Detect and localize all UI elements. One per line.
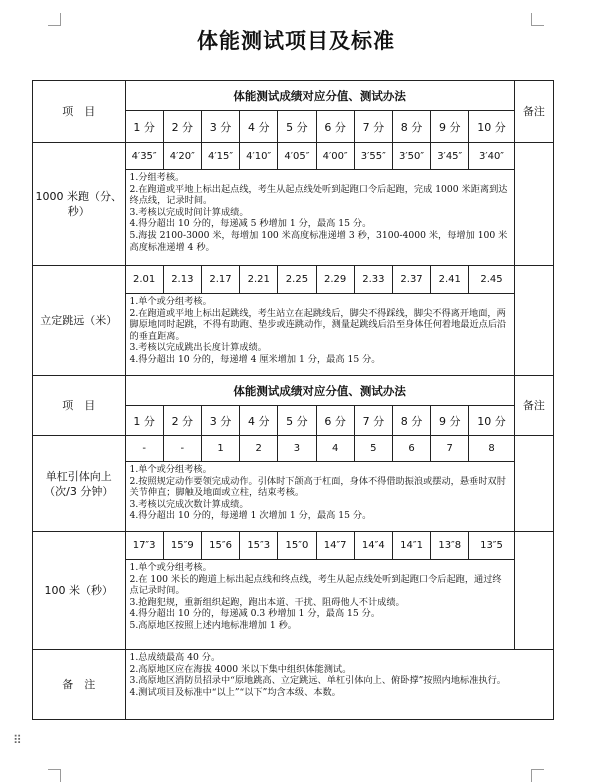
pullup-value: 2 xyxy=(240,436,278,462)
run100-method-line: 1.单个或分组考核。 xyxy=(129,562,212,573)
header-method-cell xyxy=(125,376,514,406)
run1000-method-line: 2.在跑道或平地上标出起点线，考生从起点线处听到起跑口令后起跑，完成 1000 米距离到达终点线，记录时间。 xyxy=(129,183,508,207)
pullup-value: 6 xyxy=(392,436,430,462)
jump-value: 2.41 xyxy=(431,266,469,294)
run100-value: 15″6 xyxy=(201,532,239,560)
run100-value: 15″0 xyxy=(278,532,316,560)
run1000-value: 3′50″ xyxy=(392,143,430,170)
jump-value: 2.33 xyxy=(354,266,392,294)
score-header: 2 分 xyxy=(163,111,201,143)
run1000-method-line: 1.分组考核。 xyxy=(129,172,185,183)
pullup-method-line: 2.按照规定动作要领完成动作。引体时下颌高于杠面，身体不得借助振浪或摆动，悬垂时双肘关节伸直；脚触及地面或立柱，结束考核。 xyxy=(129,475,506,499)
run1000-note-cell xyxy=(514,143,553,266)
score-header: 4 分 xyxy=(240,406,278,436)
score-header: 2 分 xyxy=(163,406,201,436)
pullup-values-row xyxy=(33,436,554,462)
jump-value: 2.37 xyxy=(392,266,430,294)
header-item-label: 项 目 xyxy=(62,399,96,412)
pullup-value: 4 xyxy=(316,436,354,462)
header-item-cell xyxy=(33,376,126,436)
score-header: 9 分 xyxy=(431,111,469,143)
header-method-label: 体能测试成绩对应分值、测试办法 xyxy=(233,88,406,103)
jump-value: 2.13 xyxy=(163,266,201,294)
jump-method-line: 3.考核以完成跳出长度计算成绩。 xyxy=(129,342,267,354)
jump-value: 2.29 xyxy=(316,266,354,294)
score-header: 3 分 xyxy=(201,111,239,143)
jump-values-row xyxy=(33,266,554,294)
run100-value: 13″8 xyxy=(431,532,469,560)
drag-handle-icon[interactable]: ⠿ xyxy=(13,733,22,747)
header-method-label: 体能测试成绩对应分值、测试办法 xyxy=(233,383,406,398)
score-header: 6 分 xyxy=(316,406,354,436)
run100-method-line: 4.得分超出 10 分的，每递减 0.3 秒增加 1 分，最高 15 分。 xyxy=(129,608,381,620)
header-note-cell xyxy=(514,81,553,143)
run1000-value: 4′20″ xyxy=(163,143,201,170)
score-header: 5 分 xyxy=(278,111,316,143)
pullup-method-cell xyxy=(125,462,514,532)
run1000-method-line: 3.考核以完成时间计算成绩。 xyxy=(129,206,249,218)
run1000-label: 1000 米跑（分、秒） xyxy=(35,190,122,218)
run100-method-cell xyxy=(125,560,514,650)
pullup-method-line: 1.单个或分组考核。 xyxy=(129,464,212,475)
run100-value: 14″4 xyxy=(354,532,392,560)
header-method-cell xyxy=(125,81,514,111)
run1000-value: 3′55″ xyxy=(354,143,392,170)
header-note-label: 备注 xyxy=(522,105,545,118)
remarks-line: 4.测试项目及标准中“以上”“以下”均含本级、本数。 xyxy=(129,686,341,698)
score-header: 10 分 xyxy=(469,406,514,436)
jump-value: 2.17 xyxy=(201,266,239,294)
score-header: 6 分 xyxy=(316,111,354,143)
score-header: 5 分 xyxy=(278,406,316,436)
score-header: 10 分 xyxy=(469,111,514,143)
run100-method-line: 2.在 100 米长的跑道上标出起点线和终点线，考生从起点线处听到起跑口令后起跑，通过终点记录时间。 xyxy=(129,573,502,597)
jump-value: 2.45 xyxy=(469,266,514,294)
run1000-value: 4′35″ xyxy=(125,143,163,170)
header-note-label: 备注 xyxy=(522,399,545,412)
pullup-note-cell xyxy=(514,436,553,532)
score-header: 1 分 xyxy=(125,406,163,436)
jump-value: 2.01 xyxy=(125,266,163,294)
pullup-value: 8 xyxy=(469,436,514,462)
run1000-value: 4′05″ xyxy=(278,143,316,170)
run100-value: 14″7 xyxy=(316,532,354,560)
run1000-value: 3′40″ xyxy=(469,143,514,170)
jump-method-line: 4.得分超出 10 分的，每递增 4 厘米增加 1 分，最高 15 分。 xyxy=(129,353,381,365)
run1000-value: 4′10″ xyxy=(240,143,278,170)
score-header: 8 分 xyxy=(392,111,430,143)
score-header: 7 分 xyxy=(354,406,392,436)
jump-method-cell xyxy=(125,294,514,376)
run100-method-line: 3.抢跑犯规，重新组织起跑，跑出本道、干扰、阻碍他人不计成绩。 xyxy=(129,596,405,608)
run1000-method-cell xyxy=(125,170,514,266)
run100-value: 13″5 xyxy=(469,532,514,560)
standards-table xyxy=(32,80,554,720)
run1000-value: 4′15″ xyxy=(201,143,239,170)
run1000-method-line: 4.得分超出 10 分的，每递减 5 秒增加 1 分，最高 15 分。 xyxy=(129,218,372,230)
run100-value: 15″9 xyxy=(163,532,201,560)
header-item-label: 项 目 xyxy=(62,105,96,118)
header-note-cell xyxy=(514,376,553,436)
run1000-label-cell xyxy=(33,143,126,266)
jump-label: 立定跳远（米） xyxy=(40,314,118,327)
crop-mark-bottom-left xyxy=(48,769,61,782)
pullup-label-cell xyxy=(33,436,126,532)
jump-method-line: 1.单个或分组考核。 xyxy=(129,296,212,307)
run100-value: 14″1 xyxy=(392,532,430,560)
pullup-method-line: 4.得分超出 10 分的，每递增 1 次增加 1 分，最高 15 分。 xyxy=(129,510,372,522)
pullup-value: 1 xyxy=(201,436,239,462)
run1000-value: 4′00″ xyxy=(316,143,354,170)
jump-value: 2.21 xyxy=(240,266,278,294)
pullup-value: 5 xyxy=(354,436,392,462)
pullup-value: 7 xyxy=(431,436,469,462)
remarks-label: 备 注 xyxy=(62,678,96,691)
run1000-method-line: 5.海拔 2100-3000 米，每增加 100 米高度标准递增 3 秒，3100-4000 米，每增加 100 米高度标准递增 4 秒。 xyxy=(129,229,508,253)
run100-note-cell xyxy=(514,532,553,650)
pullup-value: - xyxy=(163,436,201,462)
remarks-line: 2.高原地区应在海拔 4000 米以下集中组织体能测试。 xyxy=(129,663,352,675)
run100-label-cell xyxy=(33,532,126,650)
crop-mark-bottom-right xyxy=(531,769,544,782)
run100-value: 17″3 xyxy=(125,532,163,560)
score-header: 4 分 xyxy=(240,111,278,143)
run1000-value: 3′45″ xyxy=(431,143,469,170)
header-item-cell xyxy=(33,81,126,143)
score-header: 3 分 xyxy=(201,406,239,436)
run100-value: 15″3 xyxy=(240,532,278,560)
remarks-label-cell xyxy=(33,650,126,720)
remarks-cell xyxy=(125,650,553,720)
pullup-value: 3 xyxy=(278,436,316,462)
score-header: 1 分 xyxy=(125,111,163,143)
pullup-method-line: 3.考核以完成次数计算成绩。 xyxy=(129,498,249,510)
score-header: 9 分 xyxy=(431,406,469,436)
score-header: 7 分 xyxy=(354,111,392,143)
score-header: 8 分 xyxy=(392,406,430,436)
run100-method-line: 5.高原地区按照上述内地标准增加 1 秒。 xyxy=(129,619,297,631)
page-title: 体能测试项目及标准 xyxy=(197,29,395,53)
remarks-line: 1.总成绩最高 40 分。 xyxy=(129,652,221,663)
run1000-values-row xyxy=(33,143,554,170)
run100-label: 100 米（秒） xyxy=(44,584,113,597)
jump-value: 2.25 xyxy=(278,266,316,294)
jump-method-line: 2.在跑道或平地上标出起跳线，考生站立在起跳线后，脚尖不得踩线，脚尖不得离开地面，两脚原地同时起跳，不得有助跑、垫步或连跳动作，测量起跳线后沿至身体任何着地最近点后沿的垂直距离。 xyxy=(129,307,507,342)
pullup-label: 单杠引体向上（次/3 分钟） xyxy=(44,469,114,498)
run100-values-row xyxy=(33,532,554,560)
jump-note-cell xyxy=(514,266,553,376)
jump-label-cell xyxy=(33,266,126,376)
pullup-value: - xyxy=(125,436,163,462)
remarks-line: 3.高原地区消防员招录中“原地跳高、立定跳远、单杠引体向上、俯卧撑”按照内地标准执行。 xyxy=(129,675,506,687)
